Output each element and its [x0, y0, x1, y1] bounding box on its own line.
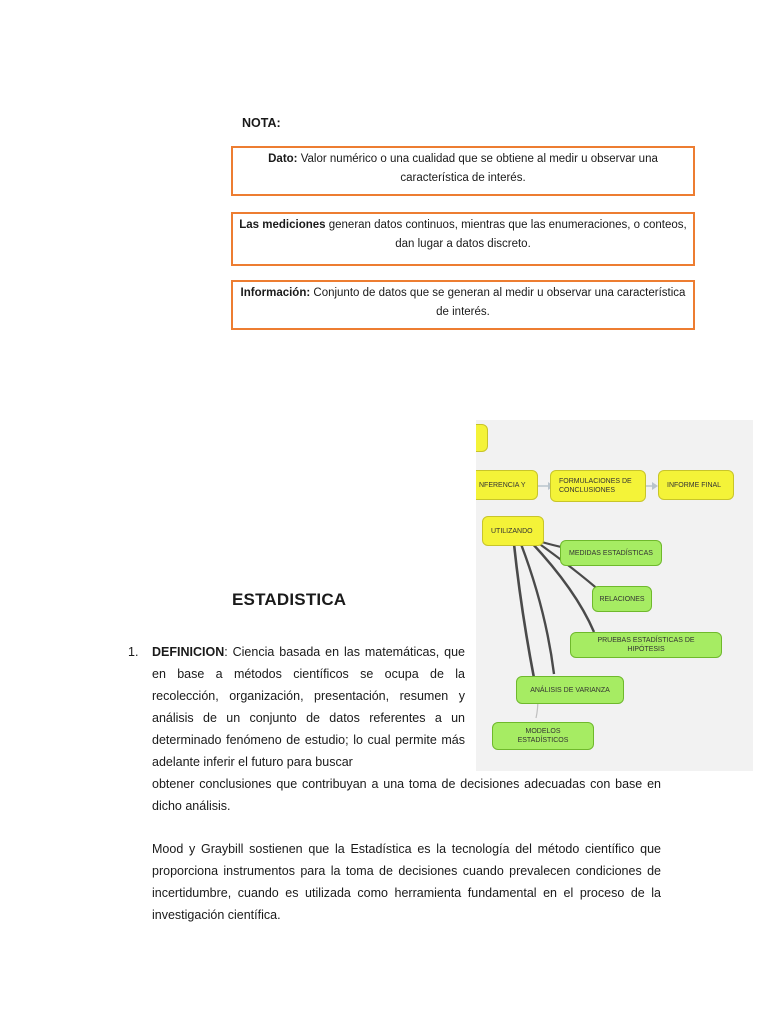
note-box-mediciones: [231, 212, 695, 266]
note-term: Dato:: [268, 153, 298, 165]
mind-map-node-cut: [476, 424, 488, 452]
nota-title: NOTA:: [242, 116, 281, 130]
note-term: Información:: [240, 287, 311, 299]
definition-text: : Ciencia basada en las matemáticas, que en base a métodos científicos se ocupa de la recolección, organización, presentación, resumen y análisis de un conjunto de datos referentes a un determinado fenómeno de estudio; lo cual permite más adelante inferir el futuro para buscar: [152, 645, 465, 769]
note-box-dato: [231, 146, 695, 196]
definition-paragraph: [152, 641, 465, 773]
node-medidas: MEDIDAS ESTADÍSTICAS: [560, 540, 662, 566]
mood-graybill-paragraph: Mood y Graybill sostienen que la Estadística es la tecnología del método científico que proporciona instrumentos para la toma de decisiones cuando prevalecen condiciones de incertidumbre, cuando es utilizada como herramienta fundamental en el proceso de la investigación científica.: [152, 842, 661, 922]
note-text: Valor numérico o una cualidad que se obtiene al medir u observar una característica de interés.: [297, 153, 658, 184]
branch-line: [514, 544, 534, 678]
node-formulaciones: FORMULACIONES DE CONCLUSIONES: [550, 470, 646, 502]
node-relaciones: RELACIONES: [592, 586, 652, 612]
section-title: ESTADISTICA: [232, 590, 347, 609]
note-term: Las mediciones: [239, 219, 326, 231]
note-text: generan datos continuos, mientras que las enumeraciones, o conteos, dan lugar a datos discreto.: [325, 219, 687, 250]
definition-continuation: obtener conclusiones que contribuyan a una toma de decisiones adecuadas con base en dicho análisis.: [152, 777, 661, 813]
node-informe-final: INFORME FINAL: [658, 470, 734, 500]
node-modelos: MODELOS ESTADÍSTICOS: [492, 722, 594, 750]
note-box-informacion: [231, 280, 695, 330]
node-utilizando: UTILIZANDO: [482, 516, 544, 546]
node-varianza: ANÁLISIS DE VARIANZA: [516, 676, 624, 704]
note-text: Conjunto de datos que se generan al medir u observar una característica de interés.: [310, 287, 686, 318]
definition-term: DEFINICION: [152, 645, 225, 659]
node-pruebas: PRUEBAS ESTADÍSTICAS DE HIPÓTESIS: [570, 632, 722, 658]
list-number: 1.: [128, 645, 139, 659]
node-inferencia: NFERENCIA Y: [476, 470, 538, 500]
mind-map-image: [476, 420, 753, 771]
